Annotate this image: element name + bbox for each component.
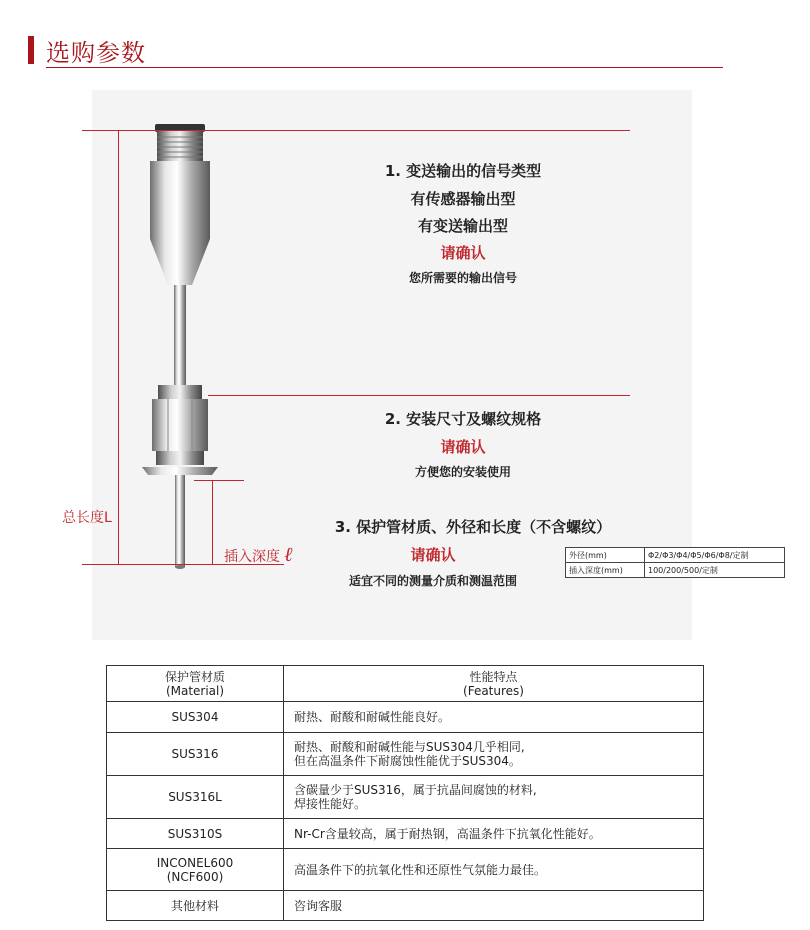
sensor-image — [120, 115, 240, 575]
table-row — [107, 819, 704, 849]
material-cell: SUS310S — [107, 819, 284, 849]
table-row — [107, 776, 704, 819]
header-material — [107, 666, 284, 702]
header-features — [284, 666, 704, 702]
spec-row — [566, 563, 785, 578]
callout-2-confirm: 请确认 — [440, 438, 486, 456]
table-row — [107, 891, 704, 921]
top-reference-line — [82, 130, 630, 131]
material-cell — [107, 849, 284, 891]
fitting-reference-line — [208, 395, 630, 396]
insert-depth-dimension-line — [212, 480, 213, 564]
callout-3-title: 3. 保护管材质、外径和长度（不含螺纹） — [334, 518, 612, 536]
spec-label: 插入深度(mm) — [566, 563, 645, 578]
spec-value: Φ2/Φ3/Φ4/Φ5/Φ6/Φ8/定制 — [645, 548, 785, 563]
material-cell: SUS316 — [107, 733, 284, 776]
spec-label: 外径(mm) — [566, 548, 645, 563]
material-table-header — [107, 666, 704, 702]
feature-line-2: 焊接性能好。 — [294, 797, 367, 811]
callout-1-confirm: 请确认 — [440, 244, 486, 262]
material-name: INCONEL600 — [156, 855, 234, 870]
callout-1-line3: 有变送输出型 — [417, 217, 508, 235]
callout-2-note: 方便您的安装使用 — [414, 465, 511, 479]
spec-table — [565, 547, 785, 578]
feature-line-1: 含碳量少于SUS316，属于抗晶间腐蚀的材料, — [294, 783, 537, 797]
material-cell: 其他材料 — [107, 891, 284, 921]
table-row — [107, 849, 704, 891]
callout-output-signal — [363, 160, 563, 286]
callout-3-confirm: 请确认 — [410, 546, 456, 564]
feature-cell — [284, 733, 704, 776]
feature-cell — [284, 776, 704, 819]
material-alias: (NCF600) — [166, 869, 224, 884]
spec-value: 100/200/500/定制 — [645, 563, 785, 578]
header-material-cn: 保护管材质 — [164, 669, 225, 684]
callout-1-title: 1. 变送输出的信号类型 — [384, 162, 542, 180]
material-cell: SUS316L — [107, 776, 284, 819]
spec-row — [566, 548, 785, 563]
callout-3-note: 适宜不同的测量介质和测温范围 — [348, 574, 517, 588]
table-row — [107, 733, 704, 776]
callout-1-line2: 有传感器输出型 — [410, 190, 516, 208]
callout-2-title: 2. 安装尺寸及螺纹规格 — [384, 410, 542, 428]
feature-line-1: 耐热、耐酸和耐碱性能与SUS304几乎相同, — [294, 740, 525, 754]
feature-line-2: 但在高温条件下耐腐蚀性能优于SUS304。 — [294, 754, 521, 768]
header-features-cn: 性能特点 — [469, 669, 518, 684]
header-divider — [46, 67, 723, 68]
callout-install-size — [363, 408, 563, 480]
callout-1-note: 您所需要的输出信号 — [408, 271, 517, 285]
header-features-en: (Features) — [463, 683, 524, 698]
header-material-en: (Material) — [165, 683, 225, 698]
material-table — [106, 665, 704, 921]
feature-cell: Nr-Cr含量较高，属于耐热钢，高温条件下抗氧化性能好。 — [284, 819, 704, 849]
page-title: 选购参数 — [46, 39, 146, 67]
insert-depth-text: 插入深度 — [224, 549, 280, 565]
flange-reference-line — [194, 480, 244, 481]
insert-depth-symbol: ℓ — [284, 542, 293, 566]
table-row — [107, 702, 704, 733]
feature-cell: 咨询客服 — [284, 891, 704, 921]
material-cell: SUS304 — [107, 702, 284, 733]
feature-cell: 耐热、耐酸和耐碱性能良好。 — [284, 702, 704, 733]
total-length-dimension-line — [118, 130, 119, 564]
total-length-label: 总长度L — [62, 510, 112, 526]
feature-cell: 高温条件下的抗氧化性和还原性气氛能力最佳。 — [284, 849, 704, 891]
header-accent-bar — [28, 36, 34, 64]
